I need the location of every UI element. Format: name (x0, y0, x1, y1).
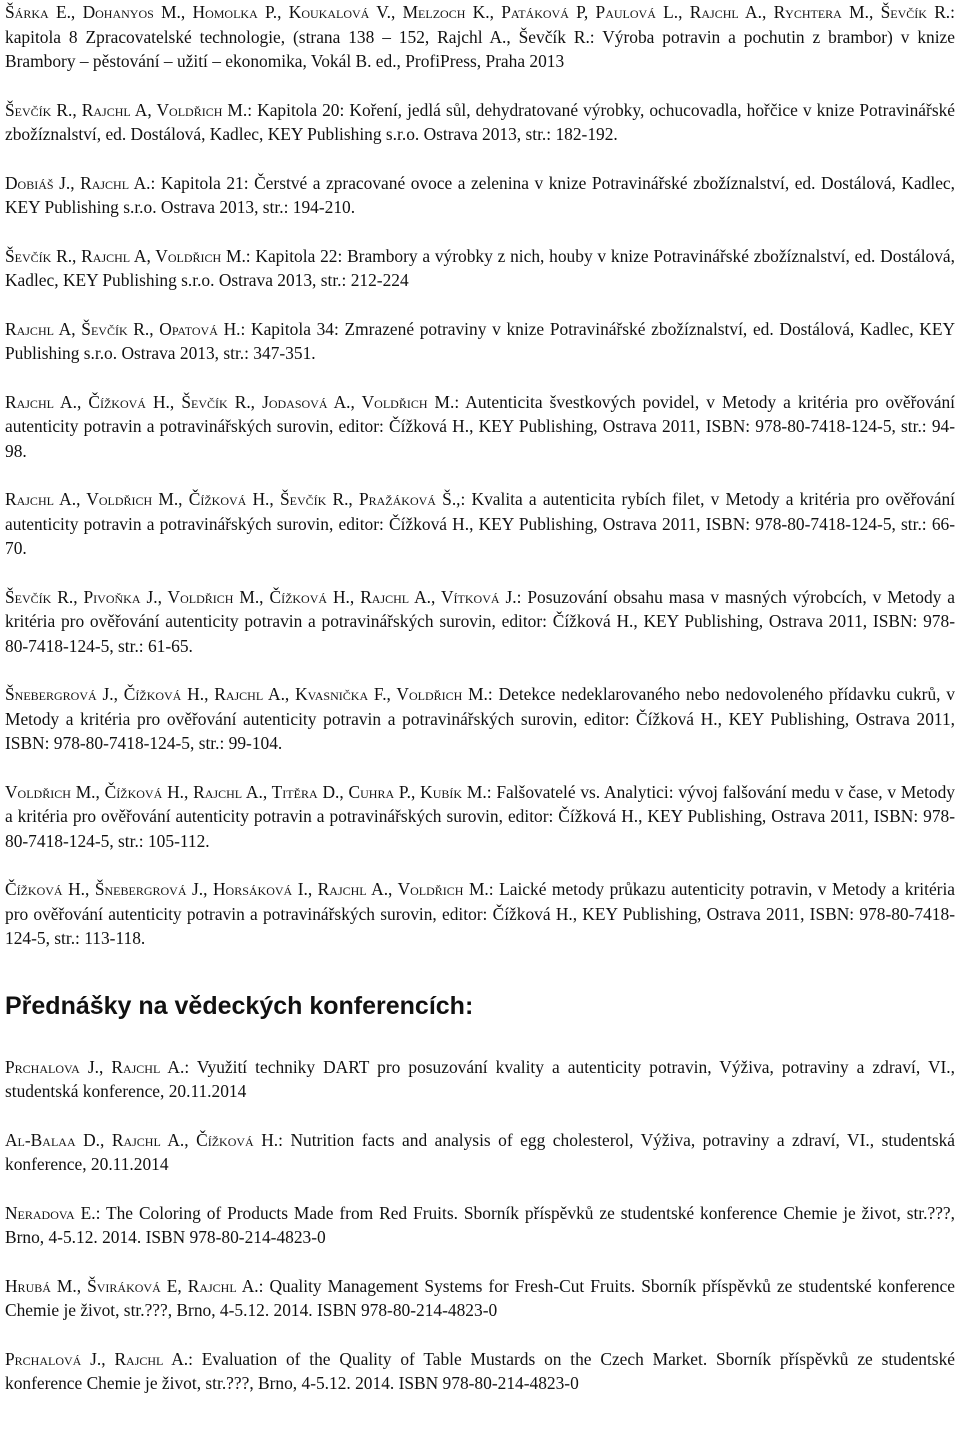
reference-authors: Al-Balaa D., Rajchl A., Čížková H. (5, 1129, 279, 1150)
reference-authors: Neradova E. (5, 1202, 96, 1223)
reference-item (5, 317, 955, 366)
reference-authors: Ševčík R., Rajchl A, Voldřich M. (5, 245, 246, 266)
reference-details: : Kapitola 21: Čerstvé a zpracované ovoce a zelenina v knize Potravinářské zbožíznalství, ed. Dostálová, Kadlec, KEY Publishing s.r.o. Ostrava 2013, str.: 194-210. (5, 172, 956, 217)
reference-details: : The Coloring of Products Made from Red Fruits. Sborník příspěvků ze studentské konference Chemie je život, str.???, Brno, 4-5.12. 2014. ISBN 978-80-214-4823-0 (5, 1202, 955, 1247)
reference-authors: Šárka E., Dohanyos M., Homolka P., Koukalová V., Melzoch K., Patáková P, Paulová L., Rajchl A., Rychtera M., Ševčík R. (5, 2, 951, 22)
reference-item (5, 98, 955, 147)
reference-details: ,: Kvalita a autenticita rybích filet, v Metody a kritéria pro ověřování autenticity potravin a potravinářských surovin, editor: Čížková H., KEY Publishing, Ostrava 2011, ISBN: 978-80-7418-124-5, str.: 66-70. (5, 489, 955, 558)
reference-item (5, 1347, 955, 1396)
book-chapter-list (5, 0, 955, 951)
reference-details: : Quality Management Systems for Fresh-Cut Fruits. Sborník příspěvků ze studentské konference Chemie je život, str.???, Brno, 4-5.12. 2014. ISBN 978-80-214-4823-0 (5, 1275, 955, 1320)
reference-authors: Rajchl A, Ševčík R., Opatová H. (5, 318, 241, 339)
reference-item (5, 585, 955, 659)
document-page (5, 0, 955, 1420)
reference-authors: Rajchl A., Voldřich M., Čížková H., Ševčík R., Pražáková Š. (5, 489, 457, 509)
reference-item (5, 682, 955, 756)
reference-authors: Rajchl A., Čížková H., Ševčík R., Jodasová A., Voldřich M. (5, 391, 455, 412)
reference-item (5, 877, 955, 951)
reference-item (5, 487, 955, 561)
conference-talks-list (5, 1055, 955, 1396)
reference-item (5, 1201, 955, 1250)
reference-item (5, 171, 955, 220)
reference-item (5, 780, 955, 854)
reference-details: : Kapitola 34: Zmrazené potraviny v knize Potravinářské zbožíznalství, ed. Dostálová, Kadlec, KEY Publishing s.r.o. Ostrava 2013, str.: 347-351. (5, 318, 956, 363)
reference-item (5, 1128, 955, 1177)
reference-item (5, 390, 955, 464)
reference-item (5, 244, 955, 293)
reference-item (5, 0, 955, 74)
reference-authors: Ševčík R., Pivoňka J., Voldřich M., Čížková H., Rajchl A., Vítková J. (5, 586, 517, 607)
reference-authors: Voldřich M., Čížková H., Rajchl A., Titěra D., Cuhra P., Kubík M. (5, 781, 487, 802)
reference-details: : Kapitola 20: Koření, jedlá sůl, dehydratované výrobky, ochucovadla, hořčice v knize Potravinářské zbožíznalství, ed. Dostálová, Kadlec, KEY Publishing s.r.o. Ostrava 2013, str.: 182-192. (5, 99, 956, 144)
reference-authors: Šnebergrová J., Čížková H., Rajchl A., Kvasnička F., Voldřich M. (5, 684, 488, 704)
reference-authors: Prchalova J., Rajchl A. (5, 1056, 185, 1077)
reference-details: : Detekce nedeklarovaného nebo nedovoleného přídavku cukrů, v Metody a kritéria pro ověřování autenticity potravin a potravinářských surovin, editor: Čížková H., KEY Publishing, Ostrava 2011, ISBN: 978-80-7418-124-5, str.: 99-104. (5, 684, 956, 753)
reference-details: : Falšovatelé vs. Analytici: vývoj falšování medu v čase, v Metody a kritéria pro ověřování autenticity potravin a potravinářských surovin, editor: Čížková H., KEY Publishing, Ostrava 2011, ISBN: 978-80-7418-124-5, str.: 105-112. (5, 781, 955, 851)
reference-details: : Laické metody průkazu autenticity potravin, v Metody a kritéria pro ověřování autenticity potravin a potravinářských surovin, editor: Čížková H., KEY Publishing, Ostrava 2011, ISBN: 978-80-7418-124-5, str.: 113-118. (5, 879, 956, 948)
reference-details: : kapitola 8 Zpracovatelské technologie, (strana 138 – 152, Rajchl A., Ševčík R.: Výroba potravin a pochutin z brambor) v knize Brambory – pěstování – užití – ekonomika, Vokál B. ed., ProfiPress, Praha 2013 (5, 2, 956, 71)
reference-authors: Prchalová J., Rajchl A. (5, 1348, 189, 1369)
reference-authors: Čížková H., Šnebergrová J., Horsáková I., Rajchl A., Voldřich M. (5, 879, 489, 899)
reference-details: : Nutrition facts and analysis of egg cholesterol, Výživa, potraviny a zdraví, VI., studentská konference, 20.11.2014 (5, 1129, 956, 1174)
reference-authors: Hrubá M., Šviráková E, Rajchl A. (5, 1275, 259, 1296)
reference-details: : Posuzování obsahu masa v masných výrobcích, v Metody a kritéria pro ověřování autenticity potravin a potravinářských surovin, editor: Čížková H., KEY Publishing, Ostrava 2011, ISBN: 978-80-7418-124-5, str.: 61-65. (5, 586, 956, 656)
reference-item (5, 1055, 955, 1104)
reference-details: : Autenticita švestkových povidel, v Metody a kritéria pro ověřování autenticity potravin a potravinářských surovin, editor: Čížková H., KEY Publishing, Ostrava 2011, ISBN: 978-80-7418-124-5, str.: 94-98. (5, 391, 955, 461)
reference-details: : Kapitola 22: Brambory a výrobky z nich, houby v knize Potravinářské zbožíznalství, ed. Dostálová, Kadlec, KEY Publishing s.r.o. Ostrava 2013, str.: 212-224 (5, 245, 956, 290)
reference-authors: Ševčík R., Rajchl A, Voldřich M. (5, 99, 248, 120)
reference-details: : Využití techniky DART pro posuzování kvality a autenticity potravin, Výživa, potraviny a zdraví, VI., studentská konference, 20.11.2014 (5, 1056, 955, 1101)
reference-item (5, 1274, 955, 1323)
reference-authors: Dobiáš J., Rajchl A. (5, 172, 151, 193)
reference-details: : Evaluation of the Quality of Table Mustards on the Czech Market. Sborník příspěvků ze studentské konference Chemie je život, str.???, Brno, 4-5.12. 2014. ISBN 978-80-214-4823-0 (5, 1348, 955, 1393)
section-heading: Přednášky na vědeckých konferencích: (5, 991, 474, 1020)
